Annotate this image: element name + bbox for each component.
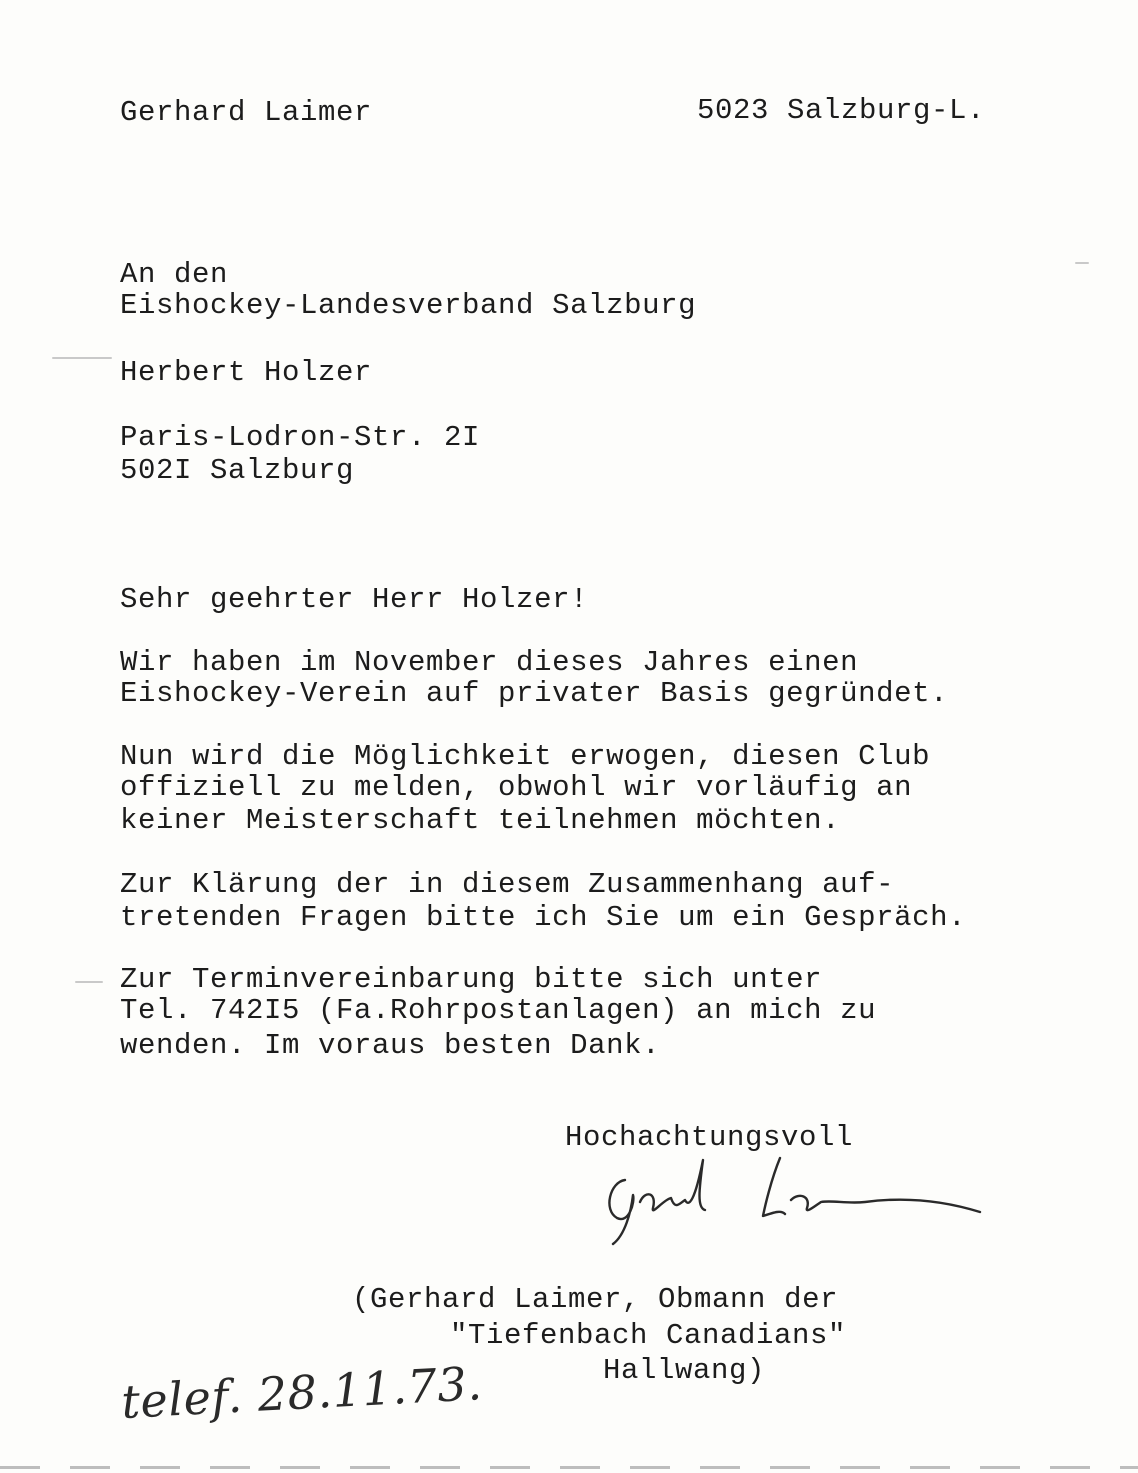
signature bbox=[585, 1140, 1005, 1250]
signer-line-2: "Tiefenbach Canadians" bbox=[450, 1319, 847, 1352]
body-line: Nun wird die Möglichkeit erwogen, diesen Club bbox=[120, 740, 931, 773]
scan-mark bbox=[75, 981, 103, 983]
recipient-line-1: An den bbox=[120, 258, 229, 291]
body-line: tretenden Fragen bitte ich Sie um ein Gespräch. bbox=[120, 901, 967, 934]
recipient-city: 502I Salzburg bbox=[120, 454, 355, 487]
sender-name: Gerhard Laimer bbox=[120, 96, 373, 129]
body-line: Wir haben im November dieses Jahres einen bbox=[120, 646, 859, 679]
closing-greeting: Hochachtungsvoll bbox=[565, 1121, 854, 1154]
body-line: Zur Terminvereinbarung bitte sich unter bbox=[120, 963, 823, 996]
signer-line-1: (Gerhard Laimer, Obmann der bbox=[352, 1283, 839, 1316]
body-line: Tel. 742I5 (Fa.Rohrpostanlagen) an mich zu bbox=[120, 994, 877, 1027]
handwritten-note: telef. 28.11.73. bbox=[120, 1356, 484, 1429]
body-line: Eishockey-Verein auf privater Basis gegründet. bbox=[120, 677, 949, 710]
scan-mark bbox=[52, 357, 112, 359]
body-line: keiner Meisterschaft teilnehmen möchten. bbox=[120, 804, 841, 837]
signer-line-3: Hallwang) bbox=[603, 1354, 766, 1387]
scan-mark bbox=[1075, 262, 1089, 264]
sender-place: 5023 Salzburg-L. bbox=[697, 94, 986, 127]
body-line: offiziell zu melden, obwohl wir vorläufig an bbox=[120, 771, 913, 804]
recipient-line-2: Eishockey-Landesverband Salzburg bbox=[120, 289, 697, 322]
body-line: wenden. Im voraus besten Dank. bbox=[120, 1029, 661, 1062]
salutation: Sehr geehrter Herr Holzer! bbox=[120, 583, 589, 616]
recipient-person: Herbert Holzer bbox=[120, 356, 373, 389]
recipient-street: Paris-Lodron-Str. 2I bbox=[120, 421, 481, 454]
scan-edge bbox=[0, 1466, 1138, 1469]
body-line: Zur Klärung der in diesem Zusammenhang auf- bbox=[120, 868, 895, 901]
